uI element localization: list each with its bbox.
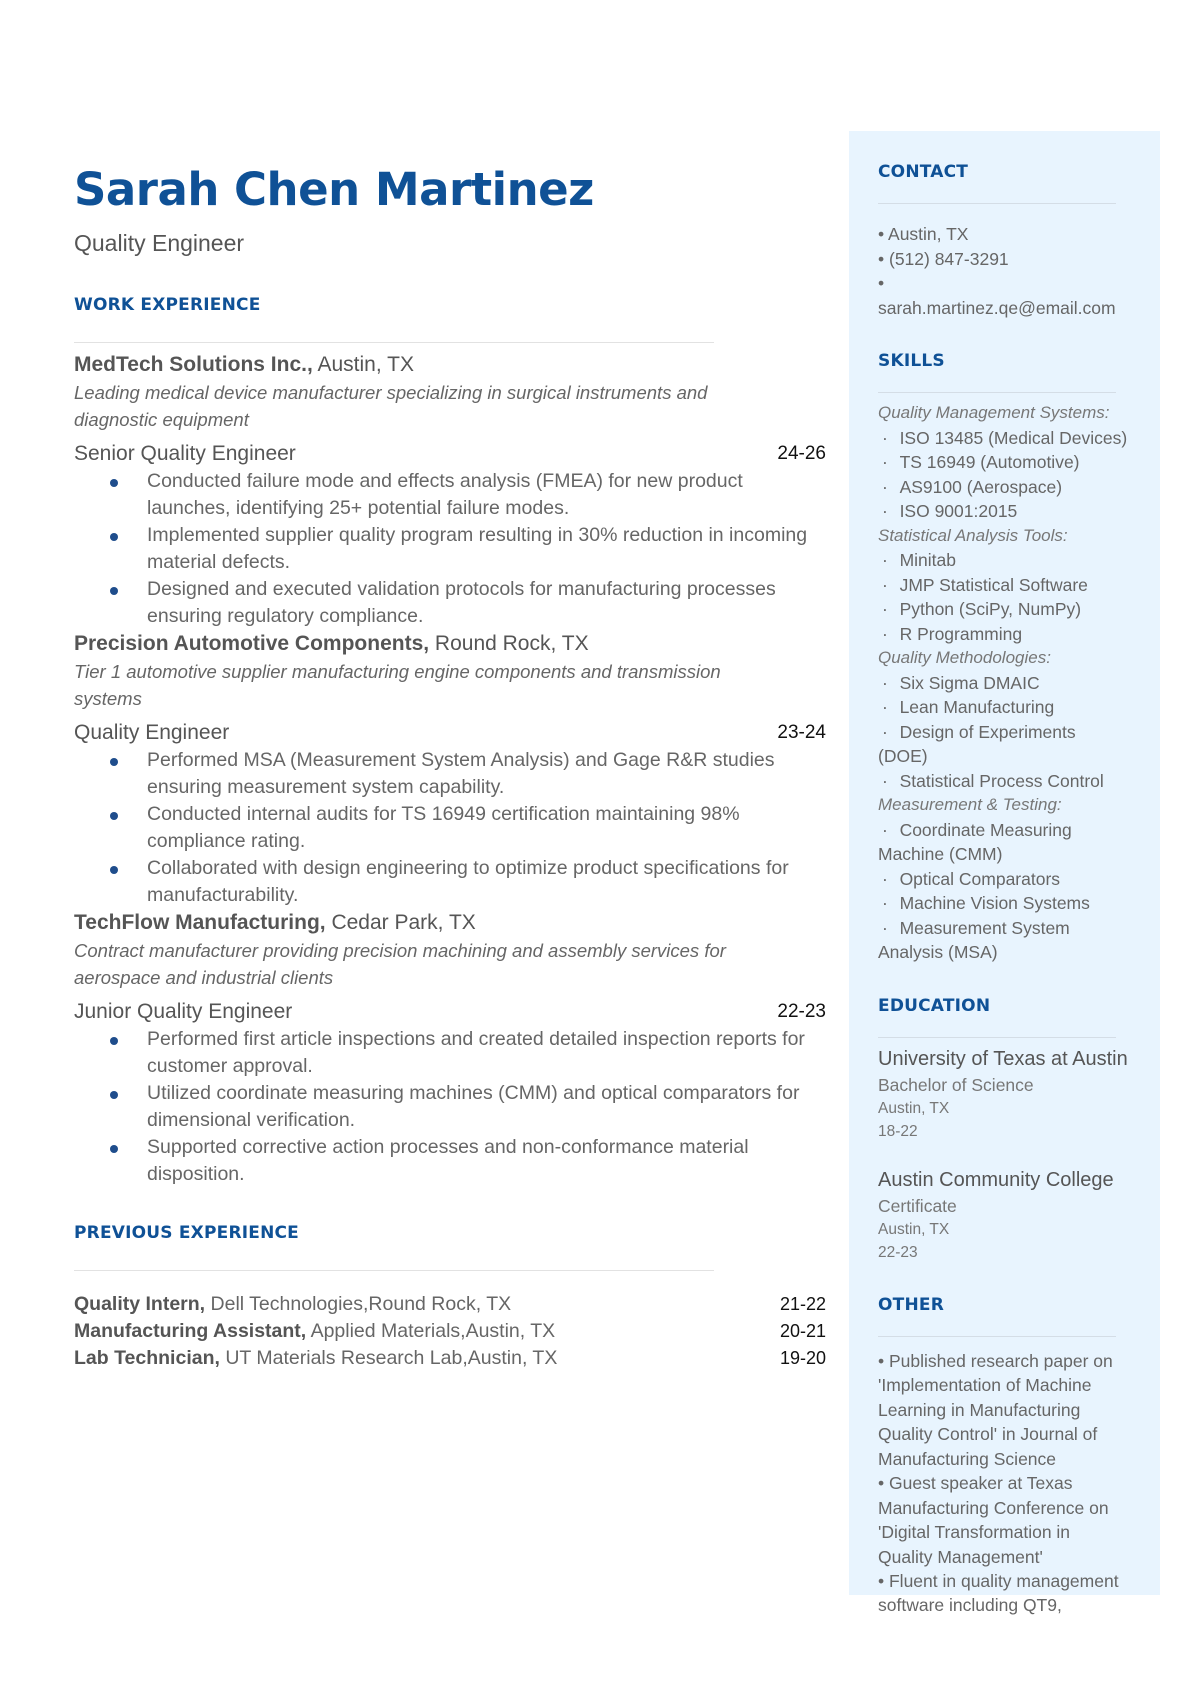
education-school: University of Texas at Austin [878, 1047, 1128, 1070]
skill-label: Python (SciPy, NumPy) [899, 599, 1082, 619]
skill-item [878, 671, 1128, 696]
bullet-dot-icon: · [882, 501, 898, 521]
candidate-name: Sarah Chen Martinez [74, 163, 594, 216]
prev-role: Manufacturing Assistant, [74, 1320, 307, 1342]
bullet-dot-icon: · [882, 623, 898, 644]
bullet-dot-icon: · [882, 476, 898, 497]
skill-label: Minitab [899, 550, 956, 570]
main-column [74, 158, 826, 1372]
bullet-item: Conducted internal audits for TS 16949 certification maintaining 98% compliance rating. [147, 801, 826, 855]
bullet-item: Performed first article inspections and created detailed inspection reports for customer approval. [147, 1026, 826, 1080]
skill-label: Machine Vision Systems [899, 893, 1090, 913]
bullet-dot-icon: · [882, 550, 898, 570]
prev-dates: 21-22 [779, 1294, 826, 1314]
skill-item [878, 891, 1128, 916]
bullet-item: Conducted failure mode and effects analysis (FMEA) for new product launches, identifying 25+ potential failure modes. [147, 468, 826, 522]
prev-org: Applied Materials,Austin, TX [306, 1320, 556, 1342]
bullet-dot-icon: · [882, 819, 898, 840]
bullet-item: Designed and executed validation protocols for manufacturing processes ensuring regulatory compliance. [147, 576, 826, 630]
education-location: Austin, TX [878, 1099, 950, 1117]
prev-dates: 20-21 [779, 1321, 826, 1341]
previous-experience-row [74, 1345, 826, 1372]
skill-label: Statistical Process Control [899, 770, 1104, 791]
skill-item [878, 867, 1128, 892]
role-title: Junior Quality Engineer [74, 1000, 293, 1023]
skill-item [878, 769, 1128, 794]
skill-label: ISO 9001:2015 [899, 501, 1018, 521]
bullet-dot-icon: · [882, 770, 898, 791]
skill-category: Quality Management Systems: [878, 403, 1110, 422]
previous-experience-list [74, 1291, 826, 1372]
bullet-dot-icon: · [882, 917, 898, 938]
skill-item [878, 475, 1128, 500]
company-name: TechFlow Manufacturing, [74, 911, 326, 934]
job-entry [74, 909, 826, 1188]
skill-label: ISO 13485 (Medical Devices) [899, 427, 1128, 448]
bullet-item: Supported corrective action processes and non-conformance material disposition. [147, 1134, 826, 1188]
skills-heading: SKILLS [878, 351, 945, 371]
skill-category: Quality Methodologies: [878, 648, 1051, 667]
skill-item [878, 499, 1128, 524]
bullet-item: Utilized coordinate measuring machines (CMM) and optical comparators for dimensional verification. [147, 1080, 826, 1134]
education-location: Austin, TX [878, 1220, 950, 1238]
skill-item [878, 622, 1128, 647]
job-entry [74, 351, 826, 630]
company-name: Precision Automotive Components, [74, 632, 430, 655]
bullet-dot-icon: · [882, 868, 898, 889]
education-dates: 18-22 [878, 1122, 918, 1140]
sidebar [849, 131, 1160, 1595]
skill-item [878, 916, 1128, 965]
other-item: • Guest speaker at Texas Manufacturing Conference on 'Digital Transformation in Quality Management' [878, 1473, 1109, 1567]
skill-category: Measurement & Testing: [878, 795, 1062, 814]
skill-label: Coordinate Measuring Machine (CMM) [878, 819, 1072, 864]
bullet-dot-icon: · [882, 893, 898, 913]
education-heading: EDUCATION [878, 995, 991, 1016]
contact-phone: • (512) 847-3291 [878, 248, 1009, 269]
company-name: MedTech Solutions Inc., [74, 353, 313, 376]
contact-location: • Austin, TX [878, 224, 969, 244]
company-description: Leading medical device manufacturer specializing in surgical instruments and diagnostic equipment [74, 382, 708, 430]
skill-label: AS9100 (Aerospace) [899, 476, 1063, 497]
other-item-overflow: software including QT9, [878, 1595, 1062, 1615]
bullet-dot-icon: · [882, 672, 898, 693]
other-item: • Fluent in quality management [878, 1571, 1119, 1591]
skill-item [878, 450, 1128, 475]
role-dates: 23-24 [777, 722, 826, 743]
prev-dates: 19-20 [779, 1348, 826, 1368]
contact-bullet: • [878, 273, 885, 293]
role-title: Senior Quality Engineer [74, 442, 296, 465]
skill-label: Optical Comparators [899, 868, 1061, 889]
bullet-dot-icon: · [882, 427, 898, 448]
skill-item [878, 426, 1128, 451]
company-location: Cedar Park, TX [325, 911, 476, 934]
bullet-item: Collaborated with design engineering to optimize product specifications for manufacturability. [147, 855, 826, 909]
role-title: Quality Engineer [74, 721, 230, 744]
skill-item [878, 818, 1128, 867]
contact-email[interactable]: sarah.martinez.qe@email.com [878, 297, 1116, 318]
education-entry [878, 1046, 1128, 1143]
skill-label: TS 16949 (Automotive) [899, 452, 1080, 472]
education-school: Austin Community College [878, 1168, 1114, 1191]
company-location: Round Rock, TX [429, 632, 589, 655]
skill-label: JMP Statistical Software [899, 574, 1088, 595]
bullet-dot-icon: · [882, 574, 898, 595]
role-dates: 24-26 [777, 443, 826, 464]
education-entry [878, 1167, 1128, 1264]
skill-item [878, 573, 1128, 598]
company-description: Contract manufacturer providing precision machining and assembly services for aerospace and industrial clients [74, 940, 726, 988]
company-location: Austin, TX [312, 353, 414, 376]
skills-list [878, 401, 1128, 965]
previous-experience-row [74, 1291, 826, 1318]
prev-role: Quality Intern, [74, 1293, 206, 1315]
bullet-dot-icon: · [882, 721, 898, 742]
job-title: Quality Engineer [74, 230, 245, 256]
education-dates: 22-23 [878, 1243, 918, 1261]
bullet-dot-icon: · [882, 697, 898, 717]
education-degree: Certificate [878, 1195, 957, 1216]
other-heading: OTHER [878, 1294, 944, 1315]
bullet-dot-icon: · [882, 599, 898, 619]
skill-label: Lean Manufacturing [899, 697, 1055, 717]
work-experience-heading: WORK EXPERIENCE [74, 295, 261, 315]
contact-heading: CONTACT [878, 162, 969, 182]
prev-role: Lab Technician, [74, 1347, 220, 1369]
prev-org: UT Materials Research Lab,Austin, TX [219, 1347, 558, 1369]
other-item: • Published research paper on 'Implementation of Machine Learning in Manufacturing Quality Control' in Journal of Manufacturing Science [878, 1350, 1113, 1469]
bullet-item: Implemented supplier quality program resulting in 30% reduction in incoming material defects. [147, 522, 826, 576]
skill-item [878, 695, 1128, 720]
skill-label: Measurement System Analysis (MSA) [878, 917, 1070, 962]
company-description: Tier 1 automotive supplier manufacturing engine components and transmission systems [74, 661, 721, 709]
role-dates: 22-23 [777, 1001, 826, 1022]
job-entry [74, 630, 826, 909]
skill-item [878, 597, 1128, 622]
education-degree: Bachelor of Science [878, 1074, 1034, 1095]
previous-experience-row [74, 1318, 826, 1345]
skill-item [878, 548, 1128, 573]
previous-experience-heading: PREVIOUS EXPERIENCE [74, 1223, 299, 1243]
bullet-item: Performed MSA (Measurement System Analysis) and Gage R&R studies ensuring measurement system capability. [147, 747, 826, 801]
skill-category: Statistical Analysis Tools: [878, 525, 1068, 545]
prev-org: Dell Technologies,Round Rock, TX [205, 1293, 512, 1315]
skill-item [878, 720, 1128, 769]
skill-label: Six Sigma DMAIC [899, 672, 1040, 693]
skill-label: Design of Experiments (DOE) [878, 721, 1076, 766]
skill-label: R Programming [899, 623, 1023, 644]
bullet-dot-icon: · [882, 452, 898, 472]
